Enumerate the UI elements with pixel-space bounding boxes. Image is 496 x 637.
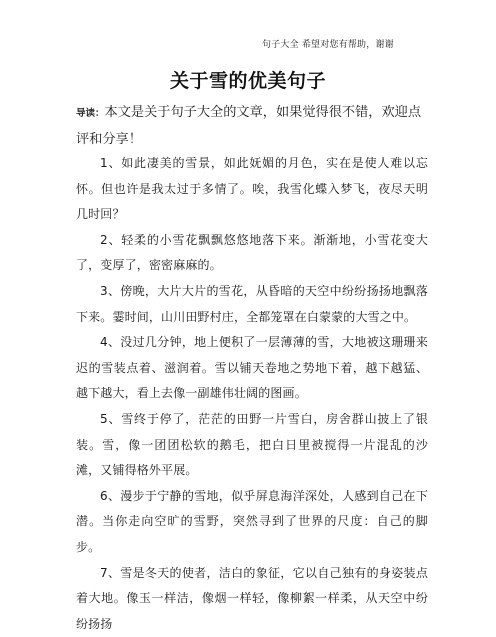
intro-label: 导读：	[76, 108, 105, 119]
paragraph: 5、雪终于停了，茫茫的田野一片雪白，房舍群山披上了银装。雪，像一团团松软的鹅毛，把白日里被搅得一片混乱的沙滩，又铺得格外平展。	[76, 407, 428, 484]
intro-text: 本文是关于句子大全的文章，如果觉得很不错，欢迎点评和分享！	[76, 105, 421, 147]
document-title: 关于雪的优美句子	[0, 66, 496, 93]
paragraph: 7、雪是冬天的使者，洁白的象征，它以自己独有的身姿装点着大地。像玉一样洁，像烟一样轻，像柳絮一样柔，从天空中纷纷扬扬	[76, 561, 428, 637]
paragraph: 3、傍晚，大片大片的雪花，从昏暗的天空中纷纷扬扬地飘落下来。霎时间，山川田野村庄，全都笼罩在白蒙蒙的大雪之中。	[76, 279, 428, 330]
paragraph: 2、轻柔的小雪花飘飘悠悠地落下来。渐渐地，小雪花变大了，变厚了，密密麻麻的。	[76, 228, 428, 279]
paragraph: 1、如此凄美的雪景，如此妩媚的月色，实在是使人难以忘怀。但也许是我太过于多情了。唉，我雪化蝶入梦飞，夜尽天明几时回？	[76, 151, 428, 228]
paragraph: 6、漫步于宁静的雪地，似乎屏息海洋深处，人感到自己在下潜。当你走向空旷的雪野，突然寻到了世界的尺度：自己的脚步。	[76, 484, 428, 561]
document-body	[76, 151, 428, 637]
page-header: 句子大全 希望对您有帮助，谢谢	[262, 37, 394, 50]
paragraph: 4、没过几分钟，地上便积了一层薄薄的雪，大地被这珊珊来迟的雪装点着、滋润着。雪以铺天卷地之势地下着，越下越猛、越下越大，看上去像一副雄伟壮阔的图画。	[76, 330, 428, 407]
intro-paragraph	[76, 100, 428, 153]
